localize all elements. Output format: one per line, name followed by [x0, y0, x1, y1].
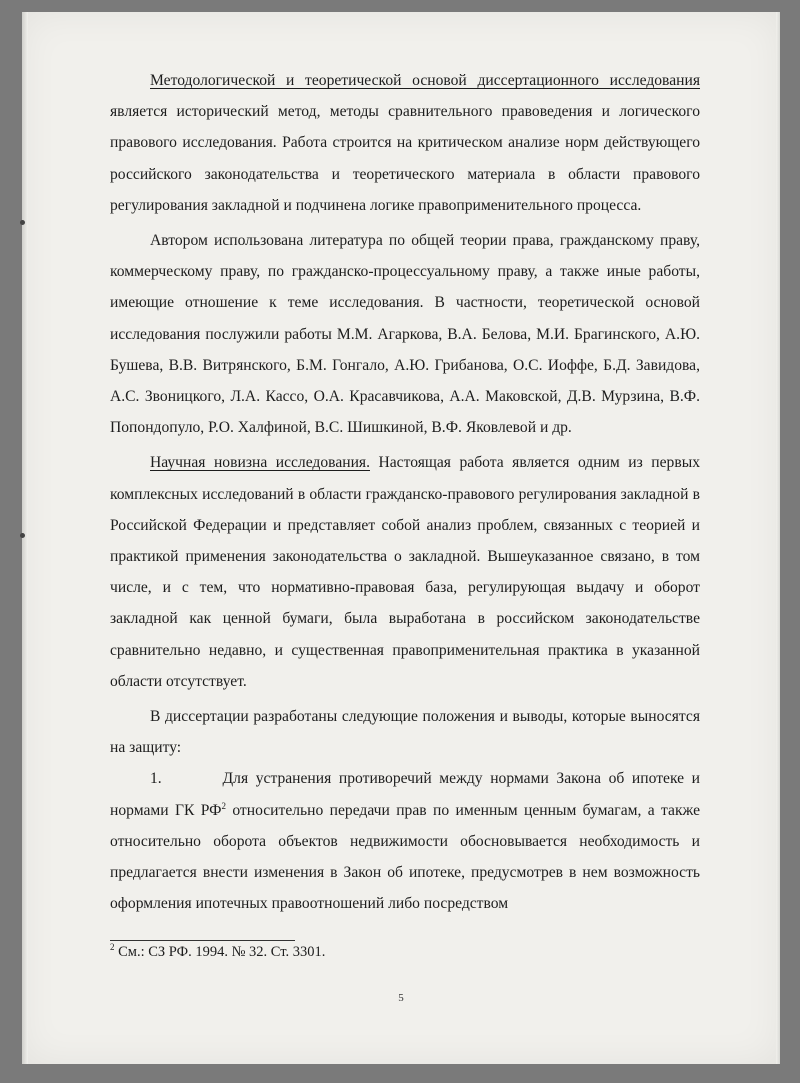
footnote-text: См.: СЗ РФ. 1994. № 32. Ст. 3301.: [114, 944, 326, 960]
footnote: [110, 944, 325, 961]
binding-hole-mark: [20, 220, 25, 225]
binding-hole-mark: [20, 533, 25, 538]
body-text: [110, 65, 700, 919]
page-left-edge: [22, 12, 28, 1064]
paragraph-methodology: [110, 65, 700, 221]
thesis-number: 1.: [150, 770, 162, 788]
paragraph-literature: Автором использована литература по общей теории права, гражданскому праву, коммерческому праву, по гражданско-процессуальному праву, а также иные работы, имеющие отношение к теме исследования. В частности, теоретической основой исследования послужили работы М.М. Агаркова, В.А. Белова, М.И. Брагинского, А.Ю. Бушева, В.В. Витрянского, Б.М. Гонгало, А.Ю. Грибанова, О.С. Иоффе, Б.Д. Завидова, А.С. Звоницкого, Л.А. Кассо, О.А. Красавчикова, А.А. Маковской, Д.В. Мурзина, В.Ф. Попондопуло, Р.О. Халфиной, В.С. Шишкиной, В.Ф. Яковлевой и др.: [110, 232, 700, 437]
page-right-edge: [776, 12, 780, 1064]
methodology-heading: Методологической и теоретической основой диссертационного исследования: [150, 72, 700, 89]
paragraph-thesis-1: [110, 763, 700, 919]
methodology-text: является исторический метод, методы сравнительного правоведения и логического правового исследования. Работа строится на критическом анализе норм действующего российского законодательства и теоретического материала в области правового регулирования закладной и подчинена логике правоприменительного процесса.: [110, 103, 700, 214]
novelty-text: Настоящая работа является одним из первых комплексных исследований в области гражданско-правового регулирования закладной в Российской Федерации и представляет собой анализ проблем, связанных с теорией и практикой применения законодательства о закладной. Вышеуказанное связано, в том числе, и с тем, что нормативно-правовая база, регулирующая выдачу и оборот закладной как ценной бумаги, была выработана в российском законодательстве сравнительно недавно, и существенная правоприменительная практика в указанной области отсутствует.: [110, 454, 700, 690]
footnote-marker: 2: [110, 942, 115, 953]
paragraph-novelty: [110, 447, 700, 697]
thesis-text-end: относительно передачи прав по именным ценным бумагам, а также относительно оборота объектов недвижимости обосновывается необходимость и предлагается внести изменения в Закон об ипотеке, предусмотрев в нем возможность оформления ипотечных правоотношений либо посредством: [110, 801, 701, 913]
footnote-divider: [110, 940, 295, 941]
footnote-reference: 2: [221, 800, 226, 811]
document-page: [22, 12, 780, 1064]
page-number: 5: [398, 992, 404, 1004]
novelty-heading: Научная новизна исследования.: [150, 454, 370, 472]
thesis-text-start: Для устранения противоречий между нормами Закона об ипотеке и нормами ГК РФ: [110, 770, 700, 819]
paragraph-theses-intro: В диссертации разработаны следующие положения и выводы, которые выносятся на защиту:: [110, 708, 700, 757]
